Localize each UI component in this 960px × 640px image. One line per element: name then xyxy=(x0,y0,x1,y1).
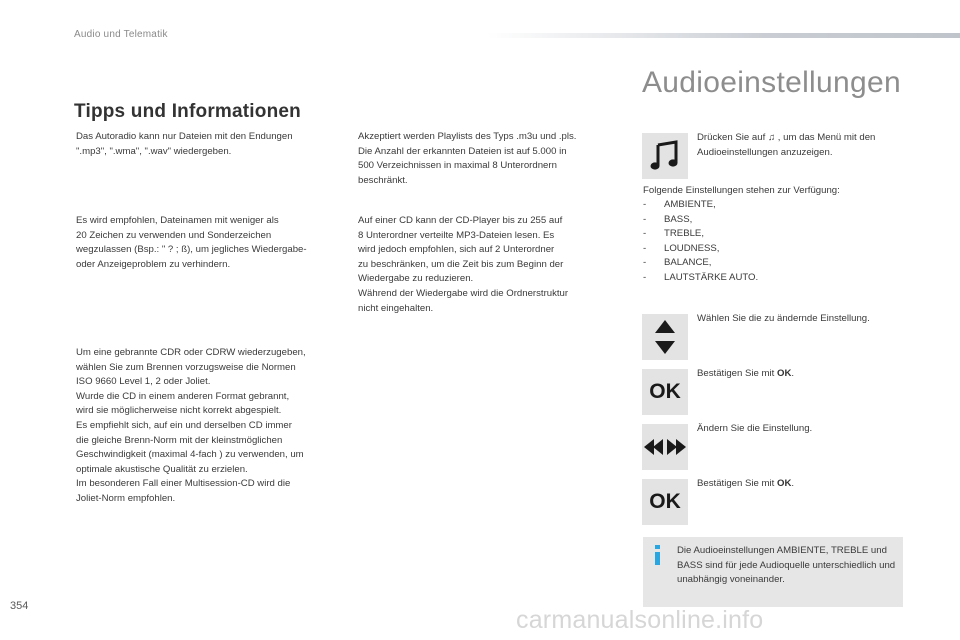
list-item: - AMBIENTE, xyxy=(643,199,716,210)
list-item: - BASS, xyxy=(643,213,693,225)
music-note-icon xyxy=(642,133,688,179)
col2-paragraph-1: Akzeptiert werden Playlists des Typs .m3u und .pls. Die Anzahl der erkannten Dateien ist auf 5.000 in 500 Verzeichnissen in maximal 8 Unterordnern beschränkt. xyxy=(358,131,577,186)
col1-paragraph-2: Es wird empfohlen, Dateinamen mit weniger als 20 Zeichen zu verwenden und Sonderzeichen wegzulassen (Bsp.: " ? ; ß), um jegliches Wiedergabe- oder Anzeigeproblem zu verhindern. xyxy=(76,215,307,270)
ok-label: OK xyxy=(649,380,681,403)
info-icon xyxy=(652,545,664,567)
col1-paragraph-3: Um eine gebrannte CDR oder CDRW wiederzugeben, wählen Sie zum Brennen vorzugsweise die Normen ISO 9660 Level 1, 2 oder Joliet. Wurde die CD in einem anderen Format gebrannt, wird sie möglicherweise nicht korrekt abgespielt. Es empfiehlt sich, auf ein und derselben CD immer die gleiche Brenn-Norm mit der kleinstmöglichen Geschwindigkeit (maximal 4-fach ) zu verwenden, um optimale akustische Qualität zu erzielen. Im besonderen Fall einer Multisession-CD wird die Joliet-Norm empfohlen. xyxy=(76,347,306,504)
step-1-text: Drücken Sie auf ♫ , um das Menü mit den Audioeinstellungen anzuzeigen. xyxy=(697,132,876,158)
page-title: Audioeinstellungen xyxy=(642,66,901,99)
col1-paragraph-1: Das Autoradio kann nur Dateien mit den Endungen ".mp3", ".wma", ".wav" wiedergeben. xyxy=(76,131,293,157)
col2-paragraph-2: Auf einer CD kann der CD-Player bis zu 255 auf 8 Unterordner verteilte MP3-Dateien lesen. Es wird jedoch empfohlen, sich auf 2 Unterordner zu beschränken, um die Zeit bis zum Beginn der Wiedergabe zu reduzieren. Während der Wiedergabe wird die Ordnerstruktur nicht eingehalten. xyxy=(358,215,569,314)
list-item: - LOUDNESS, xyxy=(643,242,720,254)
settings-list xyxy=(643,198,758,286)
step-2-text: Wählen Sie die zu ändernde Einstellung. xyxy=(697,313,870,324)
section-header: Audio und Telematik xyxy=(74,29,168,40)
page-number: 354 xyxy=(10,600,29,612)
settings-list-intro: Folgende Einstellungen stehen zur Verfügung: xyxy=(643,185,840,196)
list-item: - TREBLE, xyxy=(643,228,704,240)
ok-button-icon xyxy=(642,369,688,415)
header-rule xyxy=(488,33,960,38)
inline-music-icon: ♫ xyxy=(767,132,776,143)
step-3-text: Bestätigen Sie mit OK. xyxy=(697,368,795,379)
list-item: - LAUTSTÄRKE AUTO. xyxy=(643,271,759,283)
ok-button-icon-2 xyxy=(642,479,688,525)
subtitle: Tipps und Informationen xyxy=(74,101,301,122)
watermark: carmanualsonline.info xyxy=(516,606,764,634)
info-text: Die Audioeinstellungen AMBIENTE, TREBLE und BASS sind für jede Audioquelle unterschiedlich und unabhängig voneinander. xyxy=(677,545,896,586)
left-right-arrows-icon xyxy=(642,424,688,470)
list-item: - BALANCE, xyxy=(643,257,712,269)
ok-label: OK xyxy=(649,490,681,513)
step-4-text: Ändern Sie die Einstellung. xyxy=(697,423,813,434)
step-5-text: Bestätigen Sie mit OK. xyxy=(697,478,795,489)
up-down-arrows-icon xyxy=(642,314,688,360)
